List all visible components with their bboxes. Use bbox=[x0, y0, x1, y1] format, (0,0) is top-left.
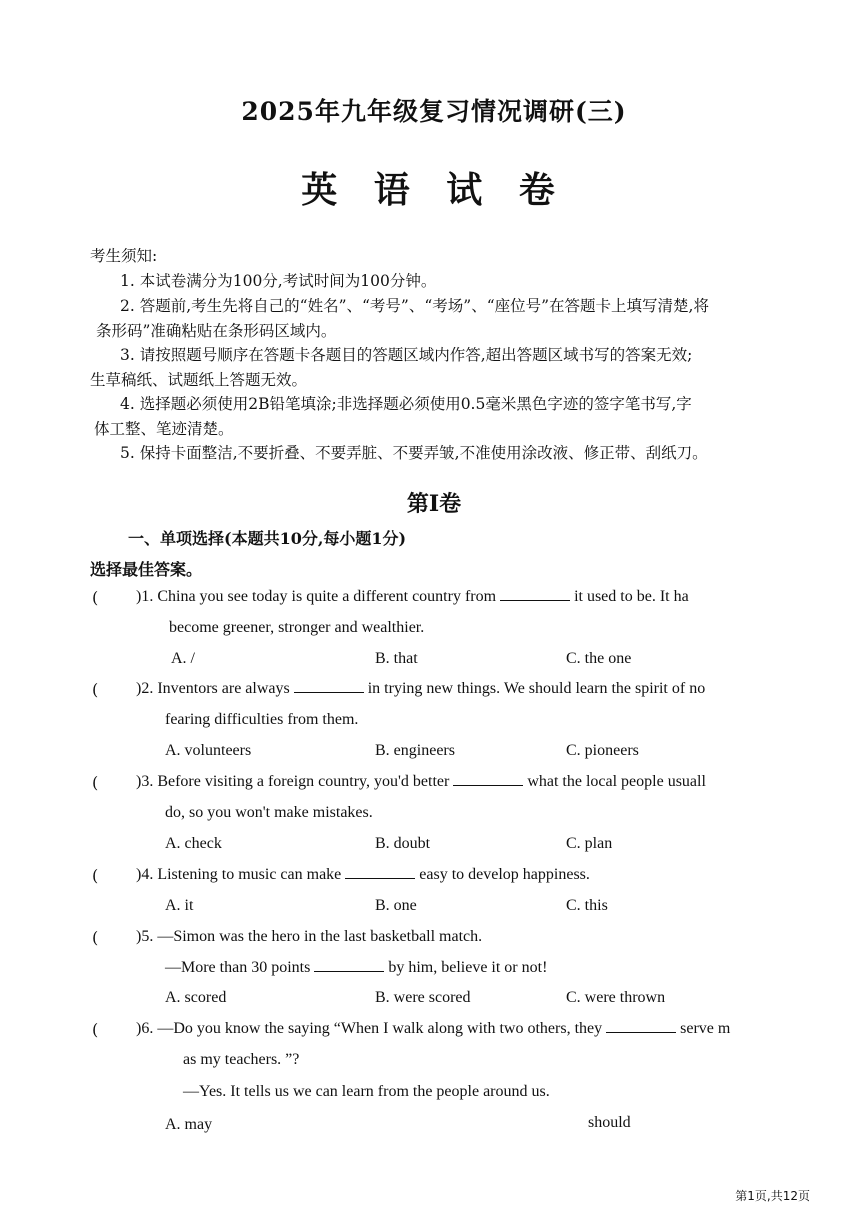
question-text: by him, believe it or not! bbox=[388, 959, 548, 976]
question-line bbox=[136, 866, 780, 884]
note-item: 3. 请按照题号顺序在答题卡各题目的答题区域内作答,超出答题区域书写的答案无效; bbox=[120, 346, 693, 364]
option: A. / bbox=[171, 650, 195, 667]
note-item: 2. 答题前,考生先将自己的“姓名”、“考号”、“考场”、“座位号”在答题卡上填写清楚,将 bbox=[120, 297, 709, 315]
instruction: 选择最佳答案。 bbox=[90, 560, 203, 579]
answer-paren: ( bbox=[92, 866, 99, 885]
question-text: it used to be. It ha bbox=[574, 588, 689, 605]
question-text: serve m bbox=[680, 1020, 731, 1037]
answer-paren: ( bbox=[92, 680, 99, 699]
question-number: )1. bbox=[136, 588, 154, 605]
note-item: 体工整、笔迹清楚。 bbox=[94, 420, 234, 438]
note-item: 1. 本试卷满分为100分,考试时间为100分钟。 bbox=[120, 272, 437, 290]
question-text: —Yes. It tells us we can learn from the people around us. bbox=[183, 1083, 550, 1100]
subject-title: 英 语 试 卷 bbox=[301, 169, 567, 211]
option: A. may bbox=[165, 1116, 213, 1133]
question-text: easy to develop happiness. bbox=[419, 866, 590, 883]
answer-blank bbox=[500, 588, 570, 601]
answer-blank bbox=[345, 866, 415, 879]
question-text: —Do you know the saying “When I walk along with two others, they bbox=[157, 1020, 603, 1037]
answer-blank bbox=[294, 680, 364, 693]
question-text: Before visiting a foreign country, you'd better bbox=[157, 773, 450, 790]
question-number: )5. bbox=[136, 928, 154, 945]
option: B. that bbox=[375, 650, 418, 667]
question-text: China you see today is quite a different country from bbox=[157, 588, 497, 605]
question-text: become greener, stronger and wealthier. bbox=[169, 619, 425, 636]
answer-blank bbox=[606, 1020, 676, 1033]
question-text: what the local people usuall bbox=[527, 773, 706, 790]
question-line bbox=[136, 928, 780, 946]
answer-paren: ( bbox=[92, 588, 99, 607]
option: C. pioneers bbox=[566, 742, 639, 759]
question-text: —More than 30 points bbox=[165, 959, 311, 976]
option: B. were scored bbox=[375, 989, 471, 1006]
answer-blank bbox=[314, 959, 384, 972]
notes-heading: 考生须知: bbox=[90, 247, 158, 265]
question-text: as my teachers. ”? bbox=[183, 1051, 300, 1068]
part-heading: 一、单项选择(本题共10分,每小题1分) bbox=[128, 529, 407, 548]
section-title: 第Ⅰ卷 bbox=[406, 491, 462, 517]
option: C. plan bbox=[566, 835, 613, 852]
note-item: 条形码”准确粘贴在条形码区域内。 bbox=[96, 322, 337, 340]
option: A. scored bbox=[165, 989, 227, 1006]
option: A. volunteers bbox=[165, 742, 252, 759]
question-text: in trying new things. We should learn the spirit of no bbox=[367, 680, 706, 697]
question-number: )6. bbox=[136, 1020, 154, 1037]
option: A. it bbox=[165, 897, 194, 914]
option: C. were thrown bbox=[566, 989, 666, 1006]
option: C. the one bbox=[566, 650, 632, 667]
question-text: fearing difficulties from them. bbox=[165, 711, 359, 728]
question-number: )2. bbox=[136, 680, 154, 697]
option: B. engineers bbox=[375, 742, 455, 759]
question-number: )3. bbox=[136, 773, 154, 790]
option: A. check bbox=[165, 835, 222, 852]
page-number: 第1页,共12页 bbox=[735, 1189, 810, 1203]
question-line bbox=[136, 773, 780, 791]
option: should bbox=[588, 1114, 631, 1131]
answer-paren: ( bbox=[92, 773, 99, 792]
option: B. one bbox=[375, 897, 417, 914]
answer-paren: ( bbox=[92, 1020, 99, 1039]
question-line bbox=[165, 959, 547, 977]
note-item: 4. 选择题必须使用2B铅笔填涂;非选择题必须使用0.5毫米黑色字迹的签字笔书写,字 bbox=[120, 395, 692, 413]
option: C. this bbox=[566, 897, 608, 914]
question-line bbox=[136, 588, 780, 606]
option: B. doubt bbox=[375, 835, 431, 852]
exam-title: 2025年九年级复习情况调研(三) bbox=[241, 97, 627, 126]
question-text: —Simon was the hero in the last basketball match. bbox=[157, 928, 483, 945]
note-item: 生草稿纸、试题纸上答题无效。 bbox=[90, 371, 308, 389]
question-line bbox=[136, 1020, 780, 1038]
question-line bbox=[136, 680, 780, 698]
question-text: Listening to music can make bbox=[157, 866, 342, 883]
question-number: )4. bbox=[136, 866, 154, 883]
answer-blank bbox=[453, 773, 523, 786]
question-text: Inventors are always bbox=[157, 680, 290, 697]
question-text: do, so you won't make mistakes. bbox=[165, 804, 373, 821]
note-item: 5. 保持卡面整洁,不要折叠、不要弄脏、不要弄皱,不准使用涂改液、修正带、刮纸刀。 bbox=[120, 444, 708, 462]
answer-paren: ( bbox=[92, 928, 99, 947]
